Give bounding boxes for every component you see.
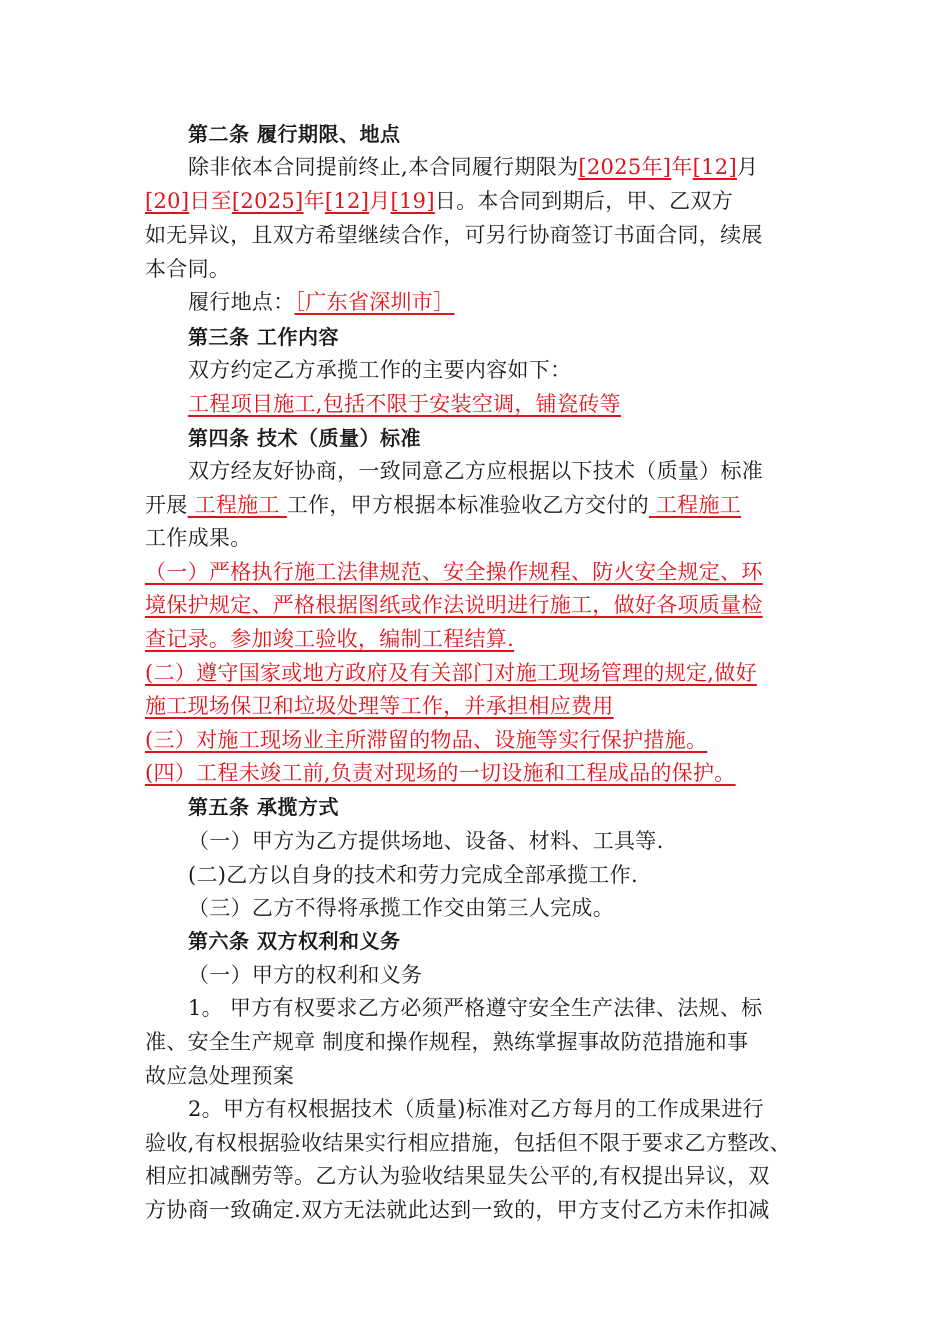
rights-line: 验收,有权根据验收结果实行相应措施，包括但不限于要求乙方整改、	[145, 1131, 791, 1155]
standard-pre: 开展	[145, 493, 188, 517]
work-intro: 双方约定乙方承揽工作的主要内容如下：	[188, 358, 572, 382]
text-day-to: 日至	[189, 189, 232, 213]
standard-item: (三）对施工现场业主所滞留的物品、设施等实行保护措施。	[145, 728, 708, 752]
end-month: [12]	[324, 189, 370, 213]
term-line-4: 本合同。	[145, 257, 231, 281]
start-month: [12]	[692, 155, 737, 179]
start-day: [20]	[145, 189, 190, 213]
place-value: ［广东省深圳市］	[294, 290, 455, 314]
article-4-heading: 第四条 技术（质量）标准	[188, 426, 421, 450]
text-month: 月	[736, 155, 759, 179]
standard-item: 施工现场保卫和垃圾处理等工作，并承担相应费用	[145, 694, 614, 718]
rights-line: 1。 甲方有权要求乙方必须严格遵守安全生产法律、法规、标	[188, 996, 763, 1020]
standard-mid: 工作，甲方根据本标准验收乙方交付的	[286, 493, 649, 517]
standard-blank-1: 工程施工	[187, 493, 287, 517]
mode-item: （一）甲方为乙方提供场地、设备、材料、工具等.	[188, 829, 664, 853]
term-text-pre: 除非依本合同提前终止,本合同履行期限为	[188, 155, 579, 179]
text-year: 年	[671, 155, 693, 179]
term-line-2	[145, 186, 733, 216]
article-3-heading: 第三条 工作内容	[188, 325, 339, 349]
rights-subheading: （一）甲方的权利和义务	[188, 963, 423, 987]
mode-item: （三）乙方不得将承揽工作交由第三人完成。	[188, 896, 614, 920]
standard-line-2	[145, 490, 741, 520]
rights-line: 2。甲方有权根据技术（质量)标准对乙方每月的工作成果进行	[188, 1097, 764, 1121]
standard-item: (四）工程未竣工前,负责对现场的一切设施和工程成品的保护。	[145, 761, 736, 785]
standard-line-1: 双方经友好协商，一致同意乙方应根据以下技术（质量）标准	[188, 459, 764, 483]
standard-line-3: 工作成果。	[145, 526, 252, 550]
end-year: [2025]	[231, 189, 304, 213]
article-2-heading: 第二条 履行期限、地点	[188, 122, 401, 146]
standard-item: 查记录。参加竣工验收，编制工程结算.	[145, 627, 515, 651]
rights-line: 相应扣减酬劳等。乙方认为验收结果显失公平的,有权提出异议，双	[145, 1164, 770, 1188]
text-month-2: 月	[369, 189, 391, 213]
standard-blank-2: 工程施工	[648, 493, 742, 517]
rights-line: 方协商一致确定.双方无法就此达到一致的，甲方支付乙方未作扣减	[145, 1198, 770, 1222]
term-line-1	[188, 152, 758, 182]
start-year: [2025年]	[578, 155, 672, 179]
end-day: [19]	[390, 189, 435, 213]
place-label: 履行地点：	[188, 290, 295, 314]
standard-item: (二）遵守国家或地方政府及有关部门对施工现场管理的规定,做好	[145, 661, 757, 685]
term-line-3: 如无异议，且双方希望继续合作，可另行协商签订书面合同，续展	[145, 223, 763, 247]
place-line	[188, 287, 454, 317]
text-year-2: 年	[303, 189, 325, 213]
rights-line: 故应急处理预案	[145, 1064, 295, 1088]
term-text-post: 日。本合同到期后，甲、乙双方	[434, 189, 734, 213]
standard-item: 境保护规定、严格根据图纸或作法说明进行施工，做好各项质量检	[145, 593, 763, 617]
standard-item: （一）严格执行施工法律规范、安全操作规程、防火安全规定、环	[145, 560, 763, 584]
article-5-heading: 第五条 承揽方式	[188, 795, 339, 819]
mode-item: (二)乙方以自身的技术和劳力完成全部承揽工作.	[188, 863, 638, 887]
rights-line: 准、安全生产规章 制度和操作规程，熟练掌握事故防范措施和事	[145, 1030, 749, 1054]
article-6-heading: 第六条 双方权利和义务	[188, 929, 401, 953]
work-content: 工程项目施工,包括不限于安装空调，铺瓷砖等	[188, 392, 621, 416]
